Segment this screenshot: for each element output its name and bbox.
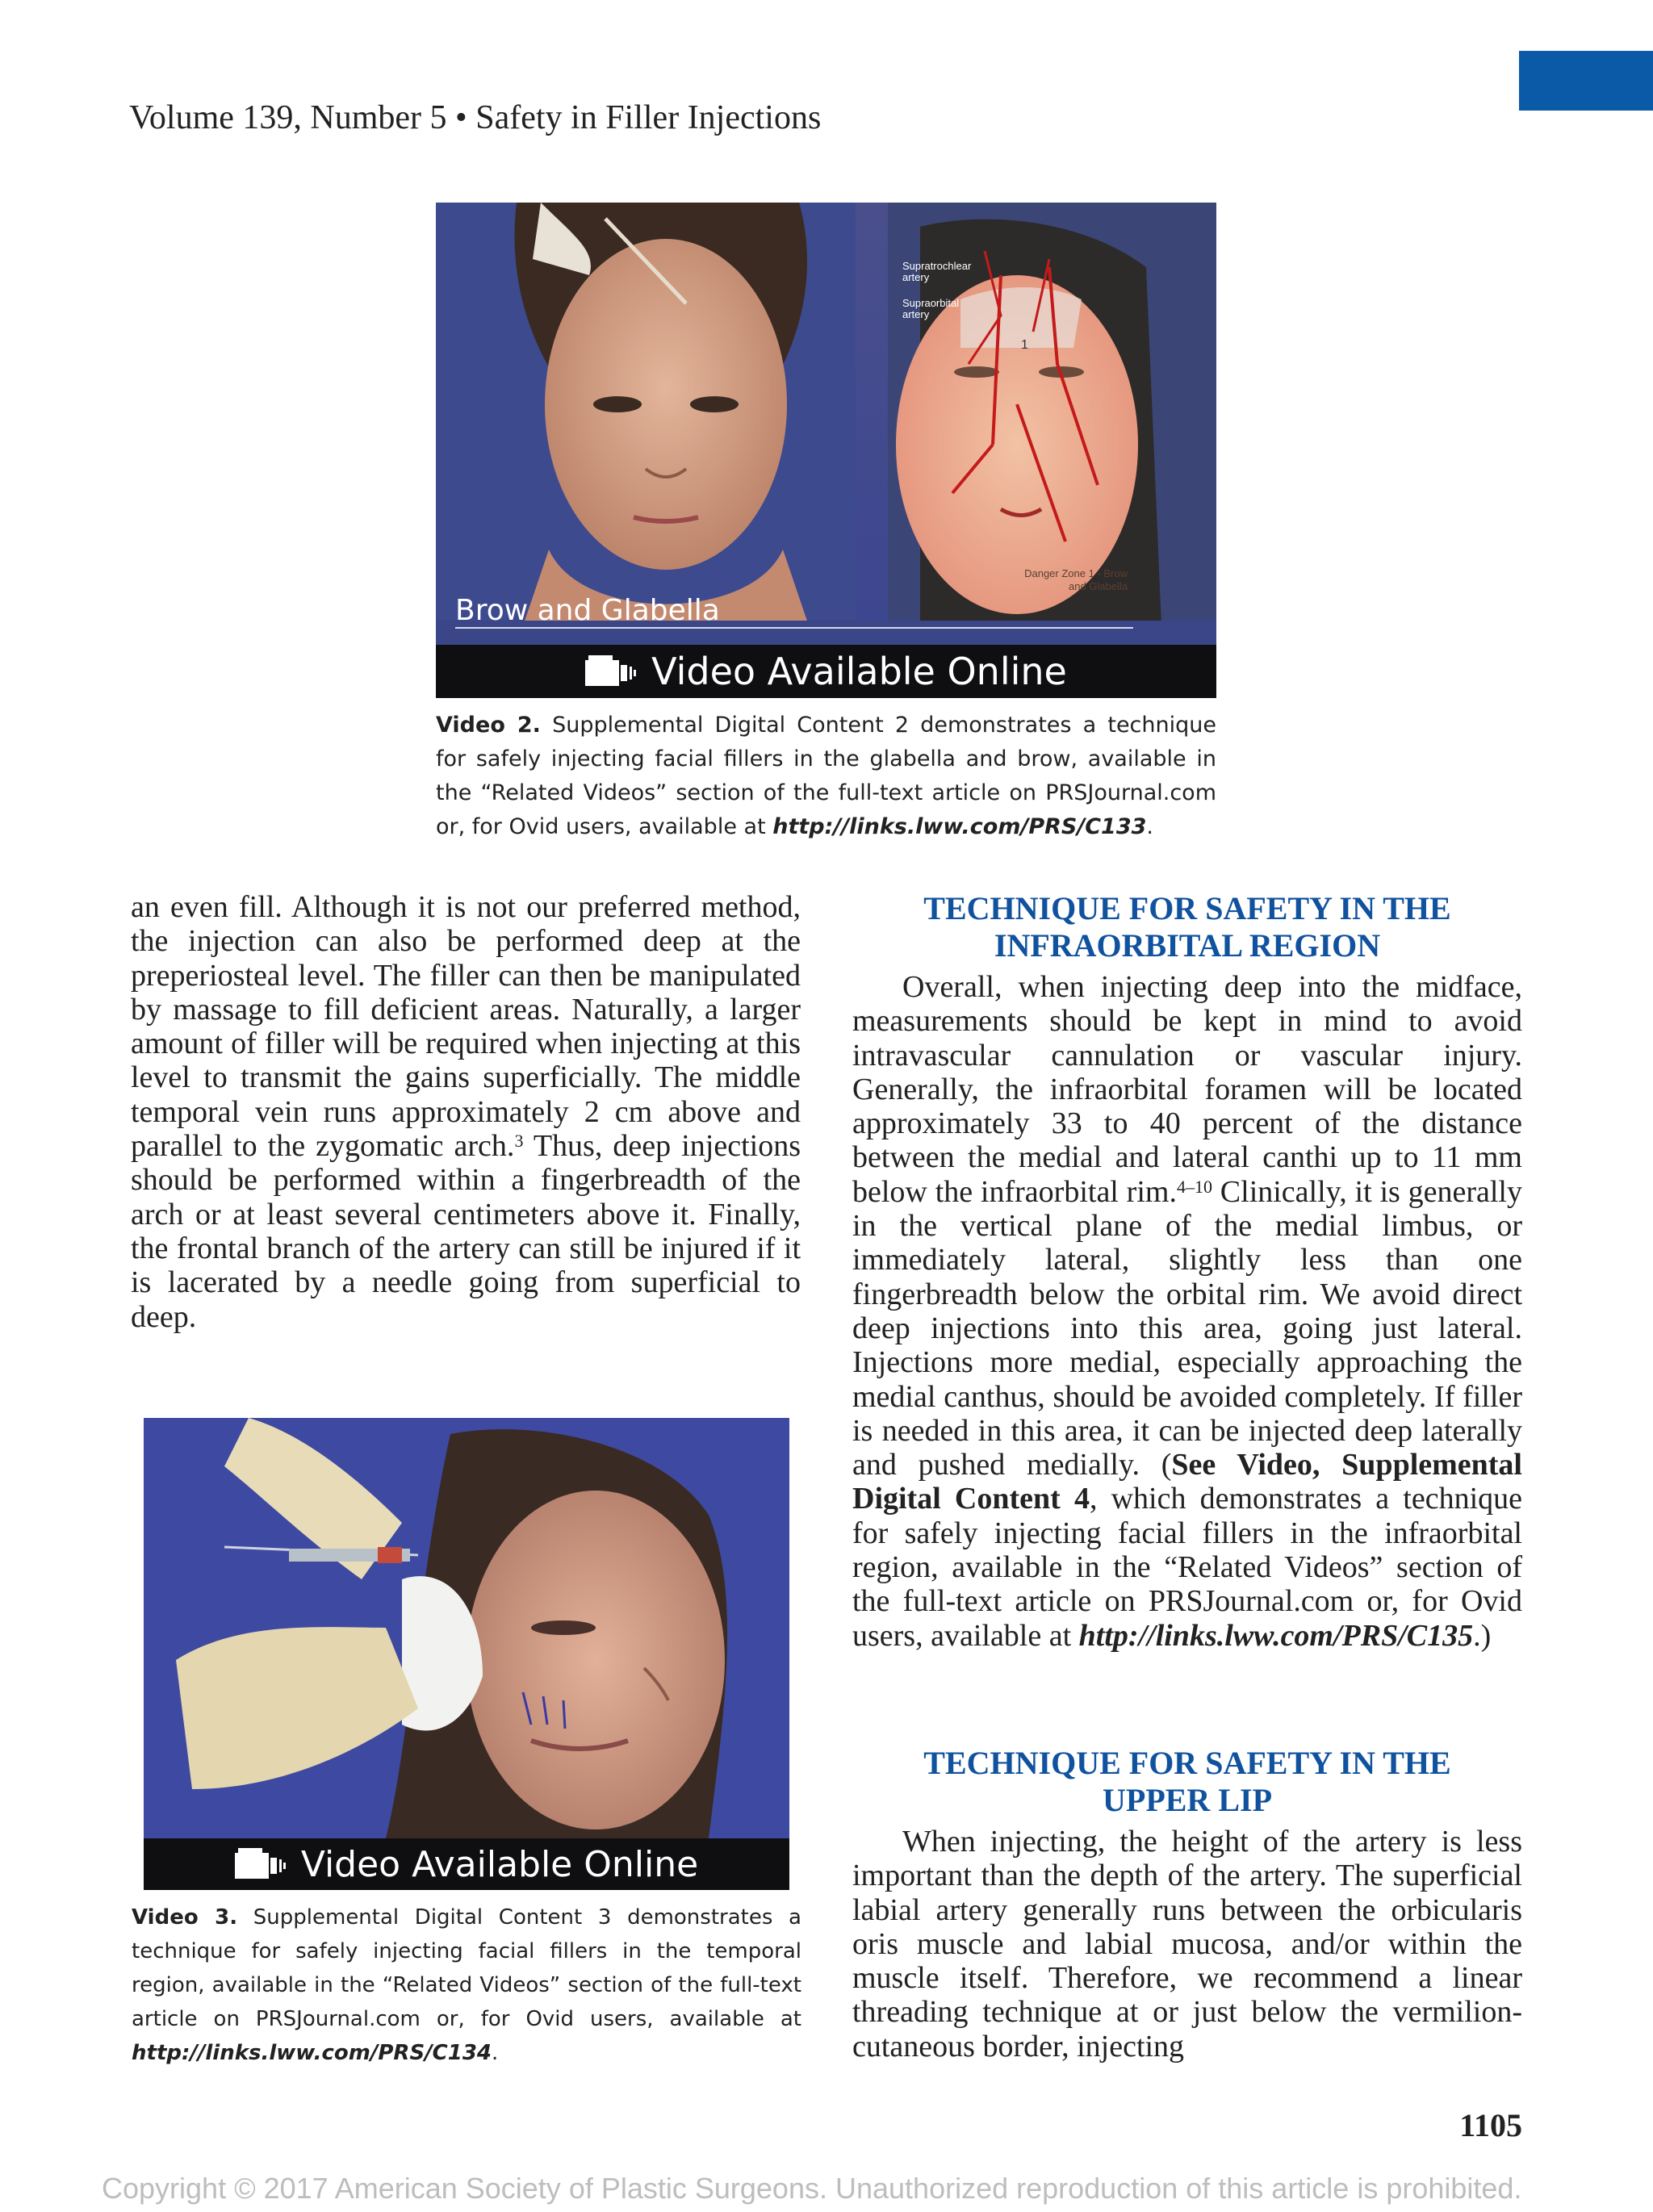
caption-end: . — [1146, 814, 1154, 839]
caption-link[interactable]: http://links.lww.com/PRS/C133 — [772, 814, 1147, 839]
text-run: .) — [1473, 1618, 1492, 1653]
video-camera-icon — [235, 1848, 287, 1880]
video-3-thumbnail[interactable] — [144, 1418, 789, 1890]
body-paragraph — [131, 890, 801, 1334]
heading-line: TECHNIQUE FOR SAFETY IN THE — [923, 1745, 1451, 1781]
infraorbital-body — [852, 970, 1522, 1653]
overlay-rule — [455, 627, 1133, 629]
text-run: , which demonstrates a technique for safely injecting facial fillers in the infraorbital region, available in the “Related Videos” section of the full-text article on PRSJournal.com or, for Ovid users, available at — [852, 1482, 1522, 1653]
video-banner-text: Video Available Online — [651, 650, 1067, 693]
video-banner-text: Video Available Online — [300, 1843, 699, 1885]
danger-zone-label: Danger Zone 1 - Brow and Glabella — [1024, 567, 1128, 592]
zone-number: 1 — [1021, 338, 1028, 352]
video-3-image — [144, 1418, 789, 1838]
copyright-notice: Copyright © 2017 American Society of Plastic Surgeons. Unauthorized reproduction of this article is prohibited. — [102, 2172, 1522, 2205]
left-column — [131, 890, 801, 1334]
video-available-banner[interactable] — [436, 645, 1216, 698]
upper-lip-body — [852, 1825, 1522, 2064]
text-run: Thus, deep injections should be performed within a fingerbreadth of the arch or at least several centimeters above it. Finally, the frontal branch of the artery can still be injured if it is lacerated by a needle going from superficial to deep. — [131, 1129, 801, 1334]
running-head: Volume 139, Number 5 • Safety in Filler Injections — [129, 99, 822, 136]
citation-ref: 4–10 — [1176, 1176, 1212, 1197]
video-available-banner[interactable] — [144, 1838, 789, 1890]
supratrochlear-annotation: Supratrochlear artery — [902, 260, 972, 283]
video-2-thumbnail[interactable] — [436, 203, 1216, 698]
video-camera-icon — [585, 655, 637, 688]
section-tab — [1519, 51, 1653, 111]
caption-label: Video 2. — [436, 713, 541, 738]
video-overlay-title: Brow and Glabella — [455, 594, 720, 627]
body-paragraph — [852, 970, 1522, 1653]
page-number: 1105 — [1459, 2107, 1522, 2143]
heading-line: INFRAORBITAL REGION — [994, 927, 1381, 964]
heading-line: UPPER LIP — [1103, 1782, 1272, 1818]
caption-link[interactable]: http://links.lww.com/PRS/C134 — [132, 2041, 492, 2065]
supraorbital-annotation: Supraorbital artery — [902, 297, 960, 320]
section-heading-infraorbital — [852, 890, 1522, 964]
text-run: Clinically, it is generally in the vertical plane of the medial limbus, or immediately lateral, slightly less than one fingerbreadth below the orbital rim. We avoid direct deep injections into this area, going just lateral. Injections more medial, especially approaching the medial canthus, should be avoided completely. If filler is needed in this area, it can be injected deep laterally and pushed medially. ( — [852, 1174, 1522, 1482]
section-heading-upper-lip — [852, 1745, 1522, 1819]
caption-label: Video 3. — [132, 1905, 238, 1930]
heading-line: TECHNIQUE FOR SAFETY IN THE — [923, 890, 1451, 926]
caption-text: Supplemental Digital Content 3 demonstrates a technique for safely injecting facial fillers in the temporal region, available in the “Related Videos” section of the full-text article on PRSJournal.com or, for Ovid users, available at — [132, 1905, 801, 2031]
body-paragraph: When injecting, the height of the artery is less important than the depth of the artery. The superficial labial artery generally runs between the orbicularis oris muscle and labial mucosa, and/or within the muscle itself. Therefore, we recommend a linear threading technique at or just below the vermilion-cutaneous border, injecting — [852, 1825, 1522, 2064]
text-run: an even fill. Although it is not our preferred method, the injection can also be performed deep at the preperiosteal level. The filler can then be manipulated by massage to fill deficient areas. Naturally, a larger amount of filler will be required when injecting at this level to transmit the gains superficially. The middle temporal vein runs approximately 2 cm above and parallel to the zygomatic arch. — [131, 890, 801, 1164]
video-3-caption — [132, 1900, 801, 2070]
caption-text: Supplemental Digital Content 2 demonstrates a technique for safely injecting facial fillers in the glabella and brow, available in the “Related Videos” section of the full-text article on PRSJournal.com or, for Ovid users, available at — [436, 713, 1216, 839]
article-link[interactable]: http://links.lww.com/PRS/C135 — [1078, 1618, 1474, 1653]
video-reference: See Video, Supplemental Digital Content 4 — [852, 1448, 1522, 1516]
text-run: Overall, when injecting deep into the midface, measurements should be kept in mind to avoid intravascular cannulation or vascular injury. Generally, the infraorbital foramen will be located approximately 33 to 40 percent of the distance between the medial and lateral canthi up to 11 mm below the infraorbital rim. — [852, 970, 1522, 1209]
citation-ref: 3 — [514, 1131, 524, 1152]
caption-end: . — [492, 2041, 499, 2065]
video-2-caption — [436, 709, 1216, 844]
